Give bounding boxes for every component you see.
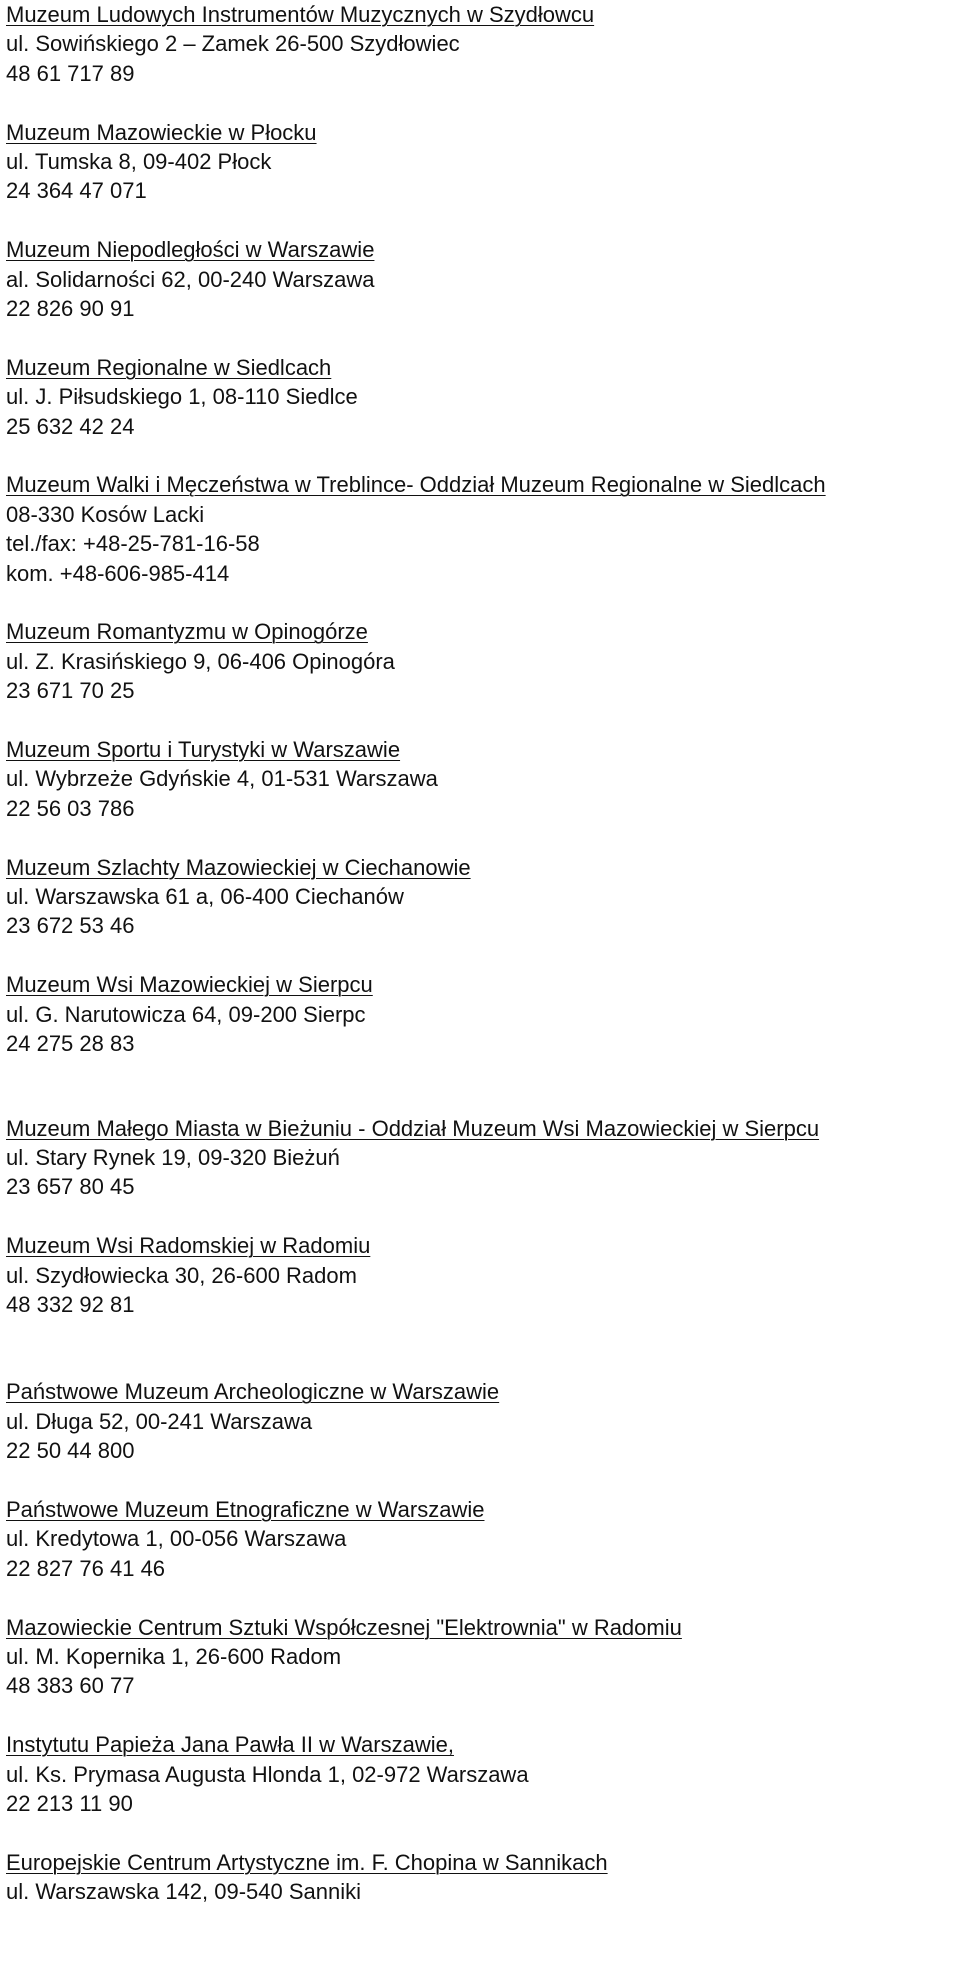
museum-title-link[interactable]: Europejskie Centrum Artystyczne im. F. Chopina w Sannikach [6,1849,608,1875]
address-line: 08-330 Kosów Lacki [6,501,205,527]
spacer [6,1059,956,1114]
spacer [6,441,956,470]
spacer [6,1583,956,1612]
phone-line: 23 672 53 46 [6,913,135,939]
address-line: ul. Stary Rynek 19, 09-320 Bieżuń [6,1144,340,1170]
museum-title-link[interactable]: Muzeum Sportu i Turystyki w Warszawie [6,737,401,763]
museum-title-link[interactable]: Muzeum Regionalne w Siedlcach [6,354,332,380]
museum-entry [6,1495,956,1583]
museum-title-link[interactable]: Mazowieckie Centrum Sztuki Współczesnej "Elektrownia" w Radomiu [6,1614,682,1640]
museum-title-link[interactable]: Państwowe Muzeum Etnograficzne w Warszawie [6,1496,485,1522]
spacer [6,206,956,235]
phone-line: 23 671 70 25 [6,678,135,704]
museum-entry [6,235,956,323]
phone-line: 48 61 717 89 [6,60,135,86]
museum-title-link[interactable]: Muzeum Wsi Radomskiej w Radomiu [6,1233,371,1259]
spacer [6,1319,956,1377]
spacer [6,588,956,617]
museum-title-link[interactable]: Muzeum Walki i Męczeństwa w Treblince- Oddział Muzeum Regionalne w Siedlcach [6,472,826,498]
address-line: ul. G. Narutowicza 64, 09-200 Sierpc [6,1001,366,1027]
phone-line: 24 275 28 83 [6,1031,135,1057]
phone-line: 48 383 60 77 [6,1673,135,1699]
address-line: ul. Sowińskiego 2 – Zamek 26-500 Szydłowiec [6,31,460,57]
address-line: al. Solidarności 62, 00-240 Warszawa [6,266,375,292]
phone-line: 22 826 90 91 [6,296,135,322]
phone-line: 22 213 11 90 [6,1790,133,1816]
phone-line: 22 56 03 786 [6,795,135,821]
museum-title-link[interactable]: Muzeum Wsi Mazowieckiej w Sierpcu [6,972,373,998]
spacer [6,88,956,117]
museum-entry [6,970,956,1058]
museum-entry [6,853,956,941]
museum-title-link[interactable]: Państwowe Muzeum Archeologiczne w Warszawie [6,1379,500,1405]
museum-entry [6,1848,956,1907]
address-line: ul. Długa 52, 00-241 Warszawa [6,1408,313,1434]
museum-entry [6,0,956,88]
address-line: ul. Kredytowa 1, 00-056 Warszawa [6,1526,347,1552]
phone-fax-line: tel./fax: +48-25-781-16-58 [6,531,260,557]
museum-entry [6,1231,956,1319]
museum-entry [6,1377,956,1465]
mobile-line: kom. +48-606-985-414 [6,560,230,586]
museum-title-link[interactable]: Muzeum Ludowych Instrumentów Muzycznych w Szydłowcu [6,2,595,27]
spacer [6,1466,956,1495]
spacer [6,323,956,352]
spacer [6,706,956,735]
museum-entry [6,118,956,206]
spacer [6,941,956,970]
museum-entry [6,1114,956,1202]
address-line: ul. Warszawska 61 a, 06-400 Ciechanów [6,884,404,910]
museum-entry [6,353,956,441]
phone-line: 23 657 80 45 [6,1174,135,1200]
phone-line: 25 632 42 24 [6,413,135,439]
museum-title-link[interactable]: Muzeum Romantyzmu w Opinogórze [6,619,368,645]
museum-title-link[interactable]: Muzeum Małego Miasta w Bieżuniu - Oddział Muzeum Wsi Mazowieckiej w Sierpcu [6,1115,820,1141]
spacer [6,1818,956,1847]
museum-list [6,0,956,1907]
address-line: ul. Szydłowiecka 30, 26-600 Radom [6,1262,357,1288]
address-line: ul. M. Kopernika 1, 26-600 Radom [6,1643,342,1669]
museum-entry [6,735,956,823]
museum-title-link[interactable]: Instytutu Papieża Jana Pawła II w Warszawie, [6,1732,454,1758]
phone-line: 22 50 44 800 [6,1438,135,1464]
spacer [6,1202,956,1231]
museum-title-link[interactable]: Muzeum Niepodległości w Warszawie [6,237,375,263]
spacer [6,823,956,852]
museum-entry [6,1613,956,1701]
address-line: ul. Ks. Prymasa Augusta Hlonda 1, 02-972 Warszawa [6,1761,529,1787]
address-line: ul. Tumska 8, 09-402 Płock [6,149,272,175]
museum-entry [6,470,956,588]
phone-line: 22 827 76 41 46 [6,1555,166,1581]
museum-entry [6,1730,956,1818]
museum-title-link[interactable]: Muzeum Szlachty Mazowieckiej w Ciechanowie [6,854,471,880]
address-line: ul. Warszawska 142, 09-540 Sanniki [6,1879,362,1905]
museum-title-link[interactable]: Muzeum Mazowieckie w Płocku [6,119,317,145]
address-line: ul. Wybrzeże Gdyńskie 4, 01-531 Warszawa [6,766,438,792]
phone-line: 48 332 92 81 [6,1291,135,1317]
museum-entry [6,617,956,705]
phone-line: 24 364 47 071 [6,178,147,204]
spacer [6,1701,956,1730]
address-line: ul. J. Piłsudskiego 1, 08-110 Siedlce [6,384,358,410]
address-line: ul. Z. Krasińskiego 9, 06-406 Opinogóra [6,648,395,674]
